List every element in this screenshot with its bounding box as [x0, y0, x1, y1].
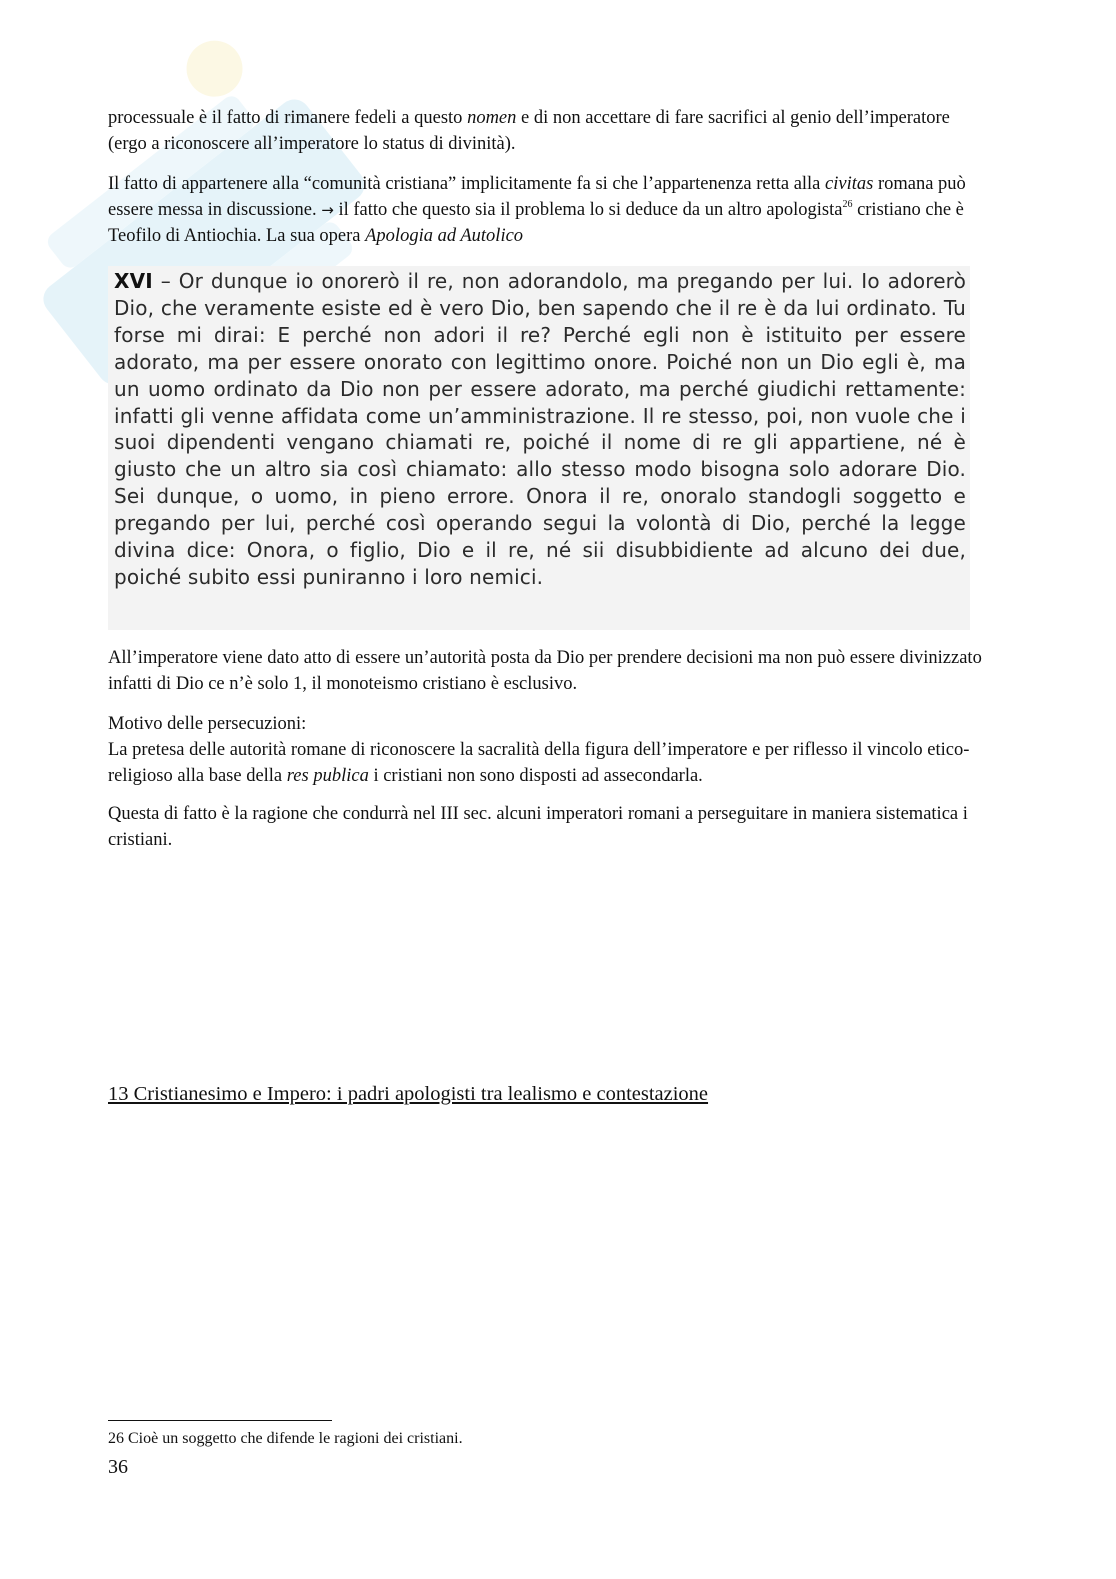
footnote-ref: 26: [842, 199, 853, 210]
page-number: 36: [108, 1456, 128, 1478]
quote-section-number: XVI: [114, 269, 153, 293]
paragraph-4: Motivo delle persecuzioni: La pretesa delle autorità romane di riconoscere la sacralità della figura dell’imperatore e per riflesso il vincolo etico-religioso alla base della res publica i cristiani non sono disposti ad assecondarla.: [108, 714, 970, 786]
section-title: 13 Cristianesimo e Impero: i padri apologisti tra lealismo e contestazione: [108, 1083, 709, 1105]
paragraph-2: Il fatto di appartenere alla “comunità cristiana” implicitamente fa si che l’appartenenza retta alla civitas romana può essere messa in discussione. → il fatto che questo sia il problema lo si deduce da un altro apologista$^{26}$ cristiano che è Teofilo di Antiochia. La sua opera Apologia ad Autolico: [108, 174, 966, 246]
paragraph-3: All’imperatore viene dato atto di essere un’autorità posta da Dio per prendere decisioni ma non può essere divinizzato infatti di Dio ce n’è solo 1, il monoteismo cristiano è esclusivo.: [108, 648, 982, 694]
quoted-text-image: [108, 266, 970, 630]
quote-text: XVI – Or dunque io onorerò il re, non adorandolo, ma pregando per lui. Io adorerò Dio, che veramente esiste ed è vero Dio, ben sapendo che il re è da lui ordinato. Tu forse mi dirai: E perché non adori il re? Perché egli non è istituito per essere adorato, ma per essere onorato con legittimo onore. Poiché non un Dio egli è, ma un uomo ordinato da Dio non per essere adorato, ma perché giudichi rettamente: infatti gli venne affidata come un’amministrazione. Il re stesso, poi, non vuole che i suoi dipendenti vengano chiamati re, poiché il nome di re gli appartiene, né è giusto che un altro sia così chiamato: allo stesso modo bisogna solo adorare Dio. Sei dunque, o uomo, in pieno errore. Onora il re, onoralo standogli soggetto e pregando per lui, perché così operando segui la volontà di Dio, perché la legge divina dice: Onora, o figlio, Dio e il re, né sii disubbidiente ad alcuno dei due, poiché subito essi puniranno i loro nemici.: [114, 269, 966, 589]
paragraph-5: Questa di fatto è la ragione che condurrà nel III sec. alcuni imperatori romani a perseguitare in maniera sistematica i cristiani.: [108, 804, 968, 850]
footnote-divider: [108, 1420, 332, 1421]
arrow-icon: →: [321, 201, 334, 219]
footnote: 26 Cioè un soggetto che difende le ragioni dei cristiani.: [108, 1430, 463, 1447]
paragraph-1: processuale è il fatto di rimanere fedeli a questo nomen e di non accettare di fare sacrifici al genio dell’imperatore (ergo a riconoscere all’imperatore lo status di divinità).: [108, 108, 950, 154]
